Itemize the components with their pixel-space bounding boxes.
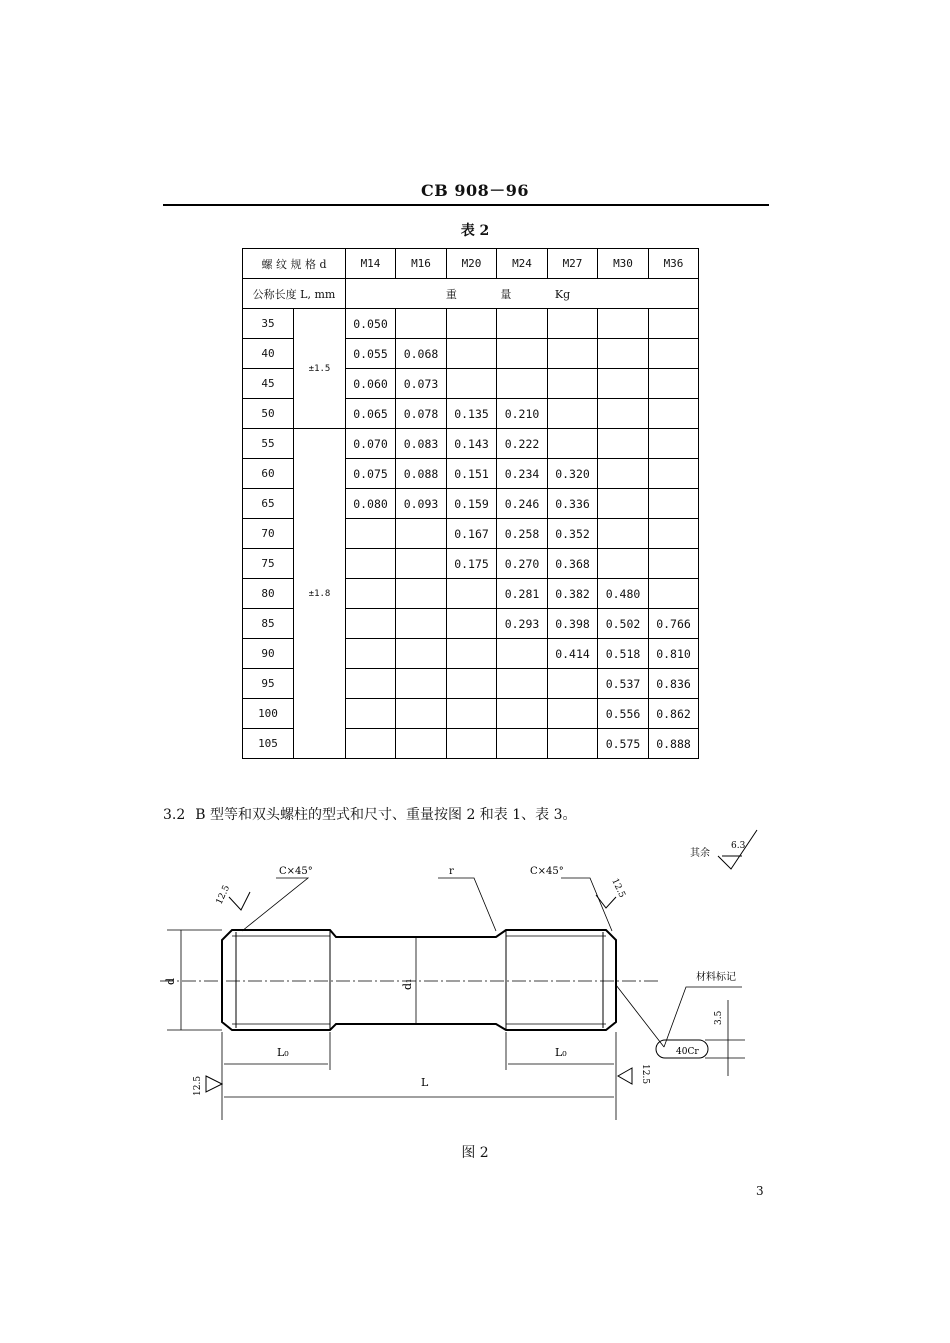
weight-cell: 0.836 [649,669,699,699]
tolerance-cell: ±1.8 [294,429,346,759]
weight-cell: 0.068 [396,339,447,369]
length-cell: 105 [243,729,294,759]
weight-cell: 0.281 [497,579,548,609]
weight-cell: 0.167 [447,519,497,549]
weight-cell: 0.070 [346,429,396,459]
weight-cell: 0.073 [396,369,447,399]
weight-cell: 0.065 [346,399,396,429]
weight-cell: 0.382 [548,579,598,609]
radius-leader [438,878,496,931]
length-cell: 100 [243,699,294,729]
spec-m27: M27 [548,249,598,279]
length-cell: 85 [243,609,294,639]
weight-cell: 0.151 [447,459,497,489]
weight-cell: 0.862 [649,699,699,729]
roughness-left-bottom-icon [206,1076,222,1092]
weight-cell: 0.159 [447,489,497,519]
weight-cell: 0.258 [497,519,548,549]
thread-boundary-lines [330,930,506,1030]
weight-cell: 0.143 [447,429,497,459]
roughness-right-bottom-value: 12.5 [640,1064,650,1085]
weight-cell: 0.060 [346,369,396,399]
weight-cell: 0.234 [497,459,548,489]
remaining-roughness-label: 其余 [690,848,710,859]
length-cell: 55 [243,429,294,459]
overall-length-label: L [421,1076,429,1089]
roughness-right-bottom-icon [618,1068,632,1084]
weight-cell: 0.246 [497,489,548,519]
roughness-right-top-value: 12.5 [609,877,627,900]
length-cell: 60 [243,459,294,489]
weight-cell: 0.088 [396,459,447,489]
material-value: 40Cr [676,1047,699,1057]
weight-cell: 0.175 [447,549,497,579]
weight-cell: 0.080 [346,489,396,519]
weight-cell: 0.293 [497,609,548,639]
spec-m14: M14 [346,249,396,279]
length-cell: 40 [243,339,294,369]
spec-m20: M20 [447,249,497,279]
material-mark-label: 材料标记 [696,972,736,983]
standard-code: CB 908－96 [421,181,529,200]
remaining-roughness-value: 6.3 [731,841,746,851]
thread-root-lines [232,936,606,1024]
length-cell: 90 [243,639,294,669]
weight-cell: 0.075 [346,459,396,489]
length-cell: 95 [243,669,294,699]
weight-cell: 0.336 [548,489,598,519]
weight-cell: 0.575 [598,729,649,759]
length-cell: 80 [243,579,294,609]
thread-length-label-right: L₀ [555,1046,567,1059]
weight-cell: 0.888 [649,729,699,759]
thread-length-label-left: L₀ [277,1046,289,1059]
weight-cell: 0.222 [497,429,548,459]
chamfer-leader-right [561,878,612,931]
weight-cell: 0.537 [598,669,649,699]
spec-m30: M30 [598,249,649,279]
weight-cell: 0.414 [548,639,598,669]
spec-m24: M24 [497,249,548,279]
length-cell: 75 [243,549,294,579]
chamfer-label-right: C×45° [530,866,564,877]
weight-cell: 0.210 [497,399,548,429]
spec-label: 螺 纹 规 格 d [243,249,346,279]
weight-cell: 0.320 [548,459,598,489]
roughness-left-top-value: 12.5 [214,883,233,907]
length-cell: 35 [243,309,294,339]
length-label: 公称长度 L, mm [243,279,346,309]
table-title: 表 2 [460,223,490,239]
weight-cell: 0.050 [346,309,396,339]
weight-cell: 0.093 [396,489,447,519]
length-cell: 65 [243,489,294,519]
weight-cell: 0.398 [548,609,598,639]
weight-cell: 0.352 [548,519,598,549]
section-text: B 型等和双头螺柱的型式和尺寸、重量按图 2 和表 1、表 3。 [195,807,577,823]
roughness-right-top-icon [596,895,616,908]
weight-cell: 0.480 [598,579,649,609]
weight-cell: 0.556 [598,699,649,729]
chamfer-leader-left [242,878,308,931]
shank-diameter-label: d₁ [401,978,414,990]
chamfer-label-left: C×45° [279,866,313,877]
diameter-label: d [164,977,177,985]
weight-label-1: 重 [445,287,457,301]
weight-cell: 0.368 [548,549,598,579]
marking-height-dimension [705,1000,745,1076]
weight-cell: 0.083 [396,429,447,459]
stud-outline [222,930,616,1030]
weight-cell: 0.810 [649,639,699,669]
length-cell: 70 [243,519,294,549]
page-number: 3 [756,1184,764,1198]
weight-cell: 0.055 [346,339,396,369]
weight-cell: 0.502 [598,609,649,639]
roughness-left-bottom-value: 12.5 [193,1075,203,1096]
length-cell: 50 [243,399,294,429]
weight-cell: 0.518 [598,639,649,669]
weight-cell: 0.135 [447,399,497,429]
roughness-left-top-icon [229,892,250,910]
weight-cell: 0.270 [497,549,548,579]
radius-label: r [449,866,454,877]
spec-m36: M36 [649,249,699,279]
spec-m16: M16 [396,249,447,279]
marking-height-value: 3.5 [714,1010,724,1025]
figure-caption: 图 2 [461,1145,489,1161]
length-cell: 45 [243,369,294,399]
weight-cell: 0.078 [396,399,447,429]
section-number: 3.2 [163,807,186,823]
weight-cell: 0.766 [649,609,699,639]
weight-unit: Kg [554,287,571,301]
thread-end-lines [236,932,603,1028]
tolerance-cell: ±1.5 [294,309,346,429]
weight-label-2: 量 [500,287,512,301]
